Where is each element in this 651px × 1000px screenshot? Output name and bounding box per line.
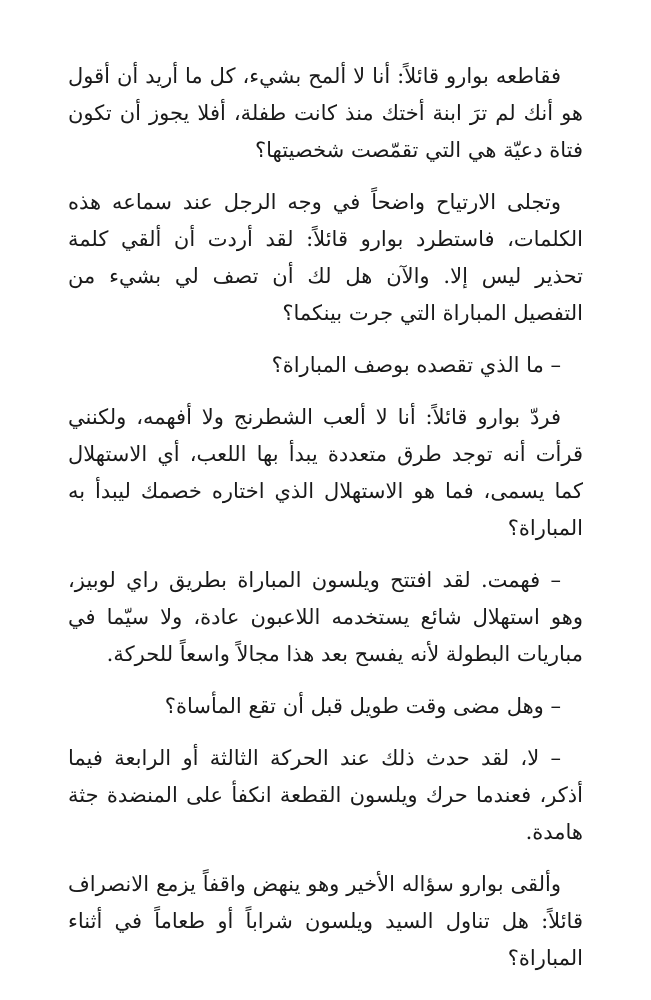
paragraph-8: وألقى بوارو سؤاله الأخير وهو ينهض واقفاً يزمع الانصراف قائلاً: هل تناول السيد ويلسون شراباً أو طعاماً في أثناء المباراة؟	[68, 872, 583, 970]
paragraph-3: – ما الذي تقصده بوصف المباراة؟	[271, 353, 561, 377]
paragraph-1: فقاطعه بوارو قائلاً: أنا لا ألمح بشيء، كل ما أريد أن أقول هو أنك لم ترَ ابنة أختك منذ كانت طفلة، أفلا يجوز أن تكون فتاة دعيّة هي التي تقمّصت شخصيتها؟	[68, 64, 583, 162]
paragraph-5: – فهمت. لقد افتتح ويلسون المباراة بطريق راي لوبيز، وهو استهلال شائع يستخدمه اللاعبون عادة، ولا سيّما في مباريات البطولة لأنه يفسح بعد هذا مجالاً واسعاً للحركة.	[68, 568, 583, 666]
paragraph-2: وتجلى الارتياح واضحاً في وجه الرجل عند سماعه هذه الكلمات، فاستطرد بوارو قائلاً: لقد أردت أن ألقي كلمة تحذير ليس إلا. والآن هل لك أن تصف لي بشيء من التفصيل المباراة التي جرت بينكما؟	[68, 190, 583, 325]
paragraph-7: – لا، لقد حدث ذلك عند الحركة الثالثة أو الرابعة فيما أذكر، فعندما حرك ويلسون القطعة انكفأ على المنضدة جثة هامدة.	[68, 746, 583, 844]
paragraph-4: فردّ بوارو قائلاً: أنا لا ألعب الشطرنج ولا أفهمه، ولكنني قرأت أنه توجد طرق متعددة يبدأ بها اللعب، أي الاستهلال كما يسمى، فما هو الاستهلال الذي اختاره خصمك ليبدأ به المباراة؟	[68, 405, 583, 540]
paragraph-6: – وهل مضى وقت طويل قبل أن تقع المأساة؟	[164, 694, 561, 718]
